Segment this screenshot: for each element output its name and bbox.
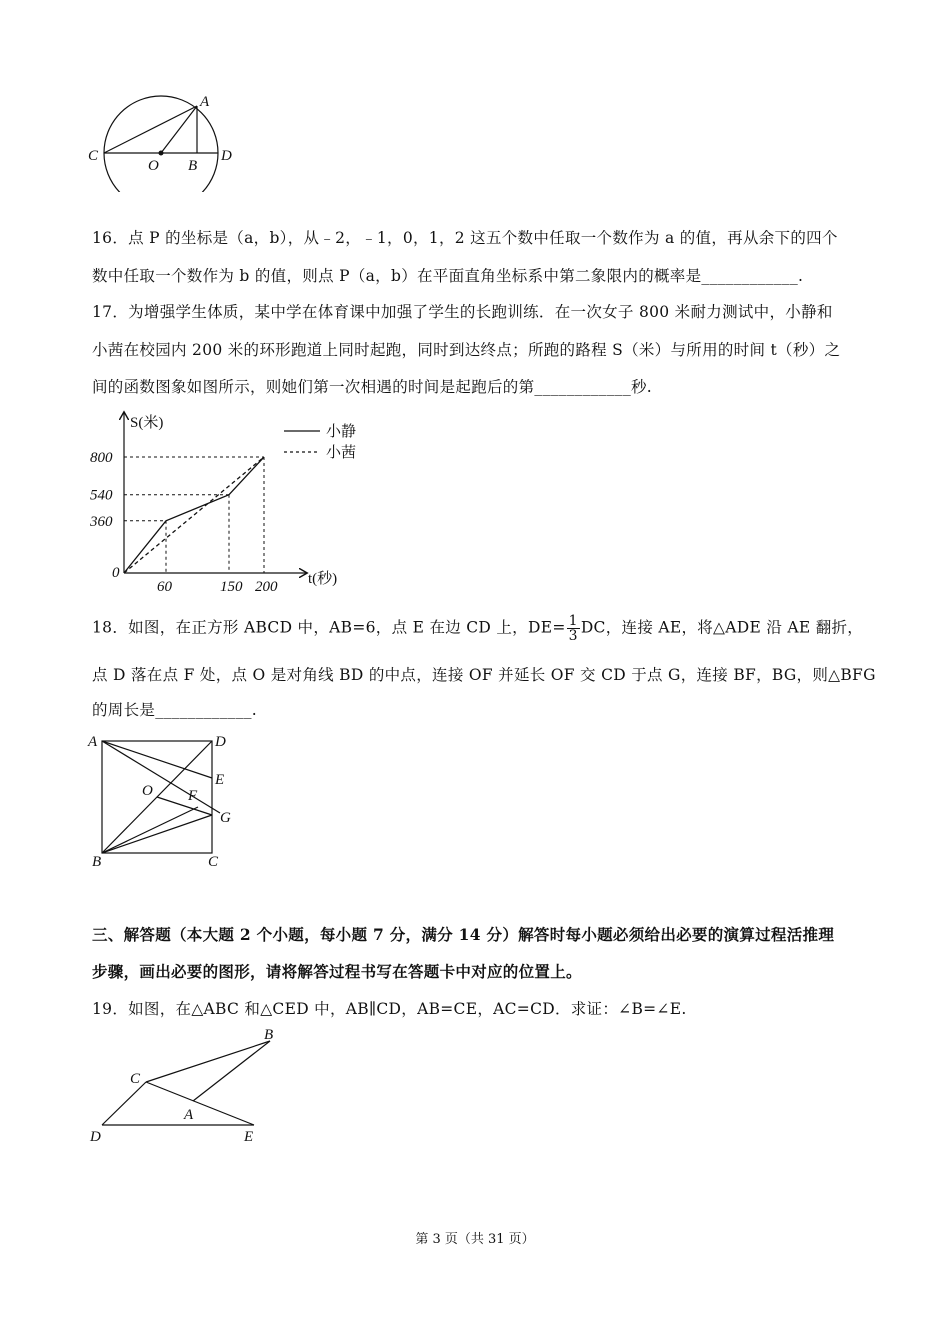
q17-line1: 17．为增强学生体质，某中学在体育课中加强了学生的长跑训练．在一次女子 800 米耐力测试中，小静和 bbox=[92, 303, 833, 321]
label-B: B bbox=[188, 158, 198, 174]
circle-figure bbox=[84, 92, 244, 192]
page-footer: 第 3 页（共 31 页） bbox=[415, 1232, 535, 1247]
series-line-1 bbox=[124, 457, 264, 573]
label-E: E bbox=[215, 772, 225, 788]
label-D: D bbox=[90, 1129, 101, 1145]
label-B: B bbox=[264, 1027, 274, 1043]
label-D: D bbox=[221, 148, 232, 164]
q18-line1 bbox=[92, 614, 863, 643]
triangle-figure bbox=[84, 1025, 284, 1150]
label-F: F bbox=[188, 788, 198, 804]
label-A: A bbox=[88, 734, 98, 750]
label-B: B bbox=[92, 854, 102, 870]
y-tick-540: 540 bbox=[90, 487, 113, 504]
label-O: O bbox=[148, 158, 159, 174]
x-tick-150: 150 bbox=[220, 579, 243, 595]
legend-xiaoqian: 小茜 bbox=[326, 445, 357, 461]
label-A: A bbox=[200, 94, 210, 110]
legend-xiaojing: 小静 bbox=[326, 424, 357, 440]
y-tick-360: 360 bbox=[90, 513, 113, 530]
q18-line3: 的周长是____________. bbox=[92, 701, 258, 719]
label-C: C bbox=[88, 148, 99, 164]
label-C: C bbox=[130, 1071, 141, 1087]
section3-line1: 三、解答题（本大题 2 个小题，每小题 7 分，满分 14 分）解答时每小题必须给出必要的演算过程活推理 bbox=[92, 925, 835, 944]
label-E: E bbox=[244, 1129, 254, 1145]
q17-line3: 间的函数图象如图所示，则她们第一次相遇的时间是起跑后的第____________秒. bbox=[92, 378, 653, 396]
q16-line1: 16．点 P 的坐标是（a，b），从﹣2，﹣1，0，1，2 这五个数中任取一个数作为 a 的值，再从余下的四个 bbox=[92, 229, 838, 247]
distance-time-chart bbox=[84, 405, 384, 595]
q18-line2: 点 D 落在点 F 处，点 O 是对角线 BD 的中点，连接 OF 并延长 OF 交 CD 于点 G，连接 BF，BG，则△BFG bbox=[92, 666, 876, 684]
x-axis-label: t(秒) bbox=[308, 571, 338, 587]
y-tick-800: 800 bbox=[90, 450, 113, 466]
q18-line1-pre: 18．如图，在正方形 ABCD 中，AB=6，点 E 在边 CD 上，DE= bbox=[92, 618, 566, 637]
frac-den: 3 bbox=[568, 628, 578, 644]
q16-line2: 数中任取一个数作为 b 的值，则点 P（a，b）在平面直角坐标系中第二象限内的概率是____________. bbox=[92, 267, 804, 285]
frac-num: 1 bbox=[568, 613, 578, 629]
q18-line1-post: DC，连接 AE，将△ADE 沿 AE 翻折， bbox=[580, 618, 864, 637]
q19-line1: 19．如图，在△ABC 和△CED 中，AB∥CD，AB=CE，AC=CD．求证：∠B=∠E. bbox=[92, 1000, 687, 1018]
q17-line2: 小茜在校园内 200 米的环形跑道上同时起跑，同时到达终点；所跑的路程 S（米）与所用的时间 t（秒）之 bbox=[92, 341, 841, 359]
label-G: G bbox=[220, 810, 231, 826]
fraction-one-third bbox=[567, 614, 580, 643]
label-C: C bbox=[208, 854, 219, 870]
x-tick-200: 200 bbox=[255, 579, 278, 595]
y-axis-label: S(米) bbox=[130, 415, 164, 431]
x-tick-0: 0 bbox=[112, 565, 120, 581]
x-tick-60: 60 bbox=[157, 579, 172, 595]
section3-line2: 步骤，画出必要的图形，请将解答过程书写在答题卡中对应的位置上。 bbox=[92, 962, 582, 981]
label-A: A bbox=[184, 1107, 194, 1123]
label-D: D bbox=[215, 734, 226, 750]
label-O: O bbox=[142, 783, 153, 799]
square-figure bbox=[84, 728, 244, 873]
